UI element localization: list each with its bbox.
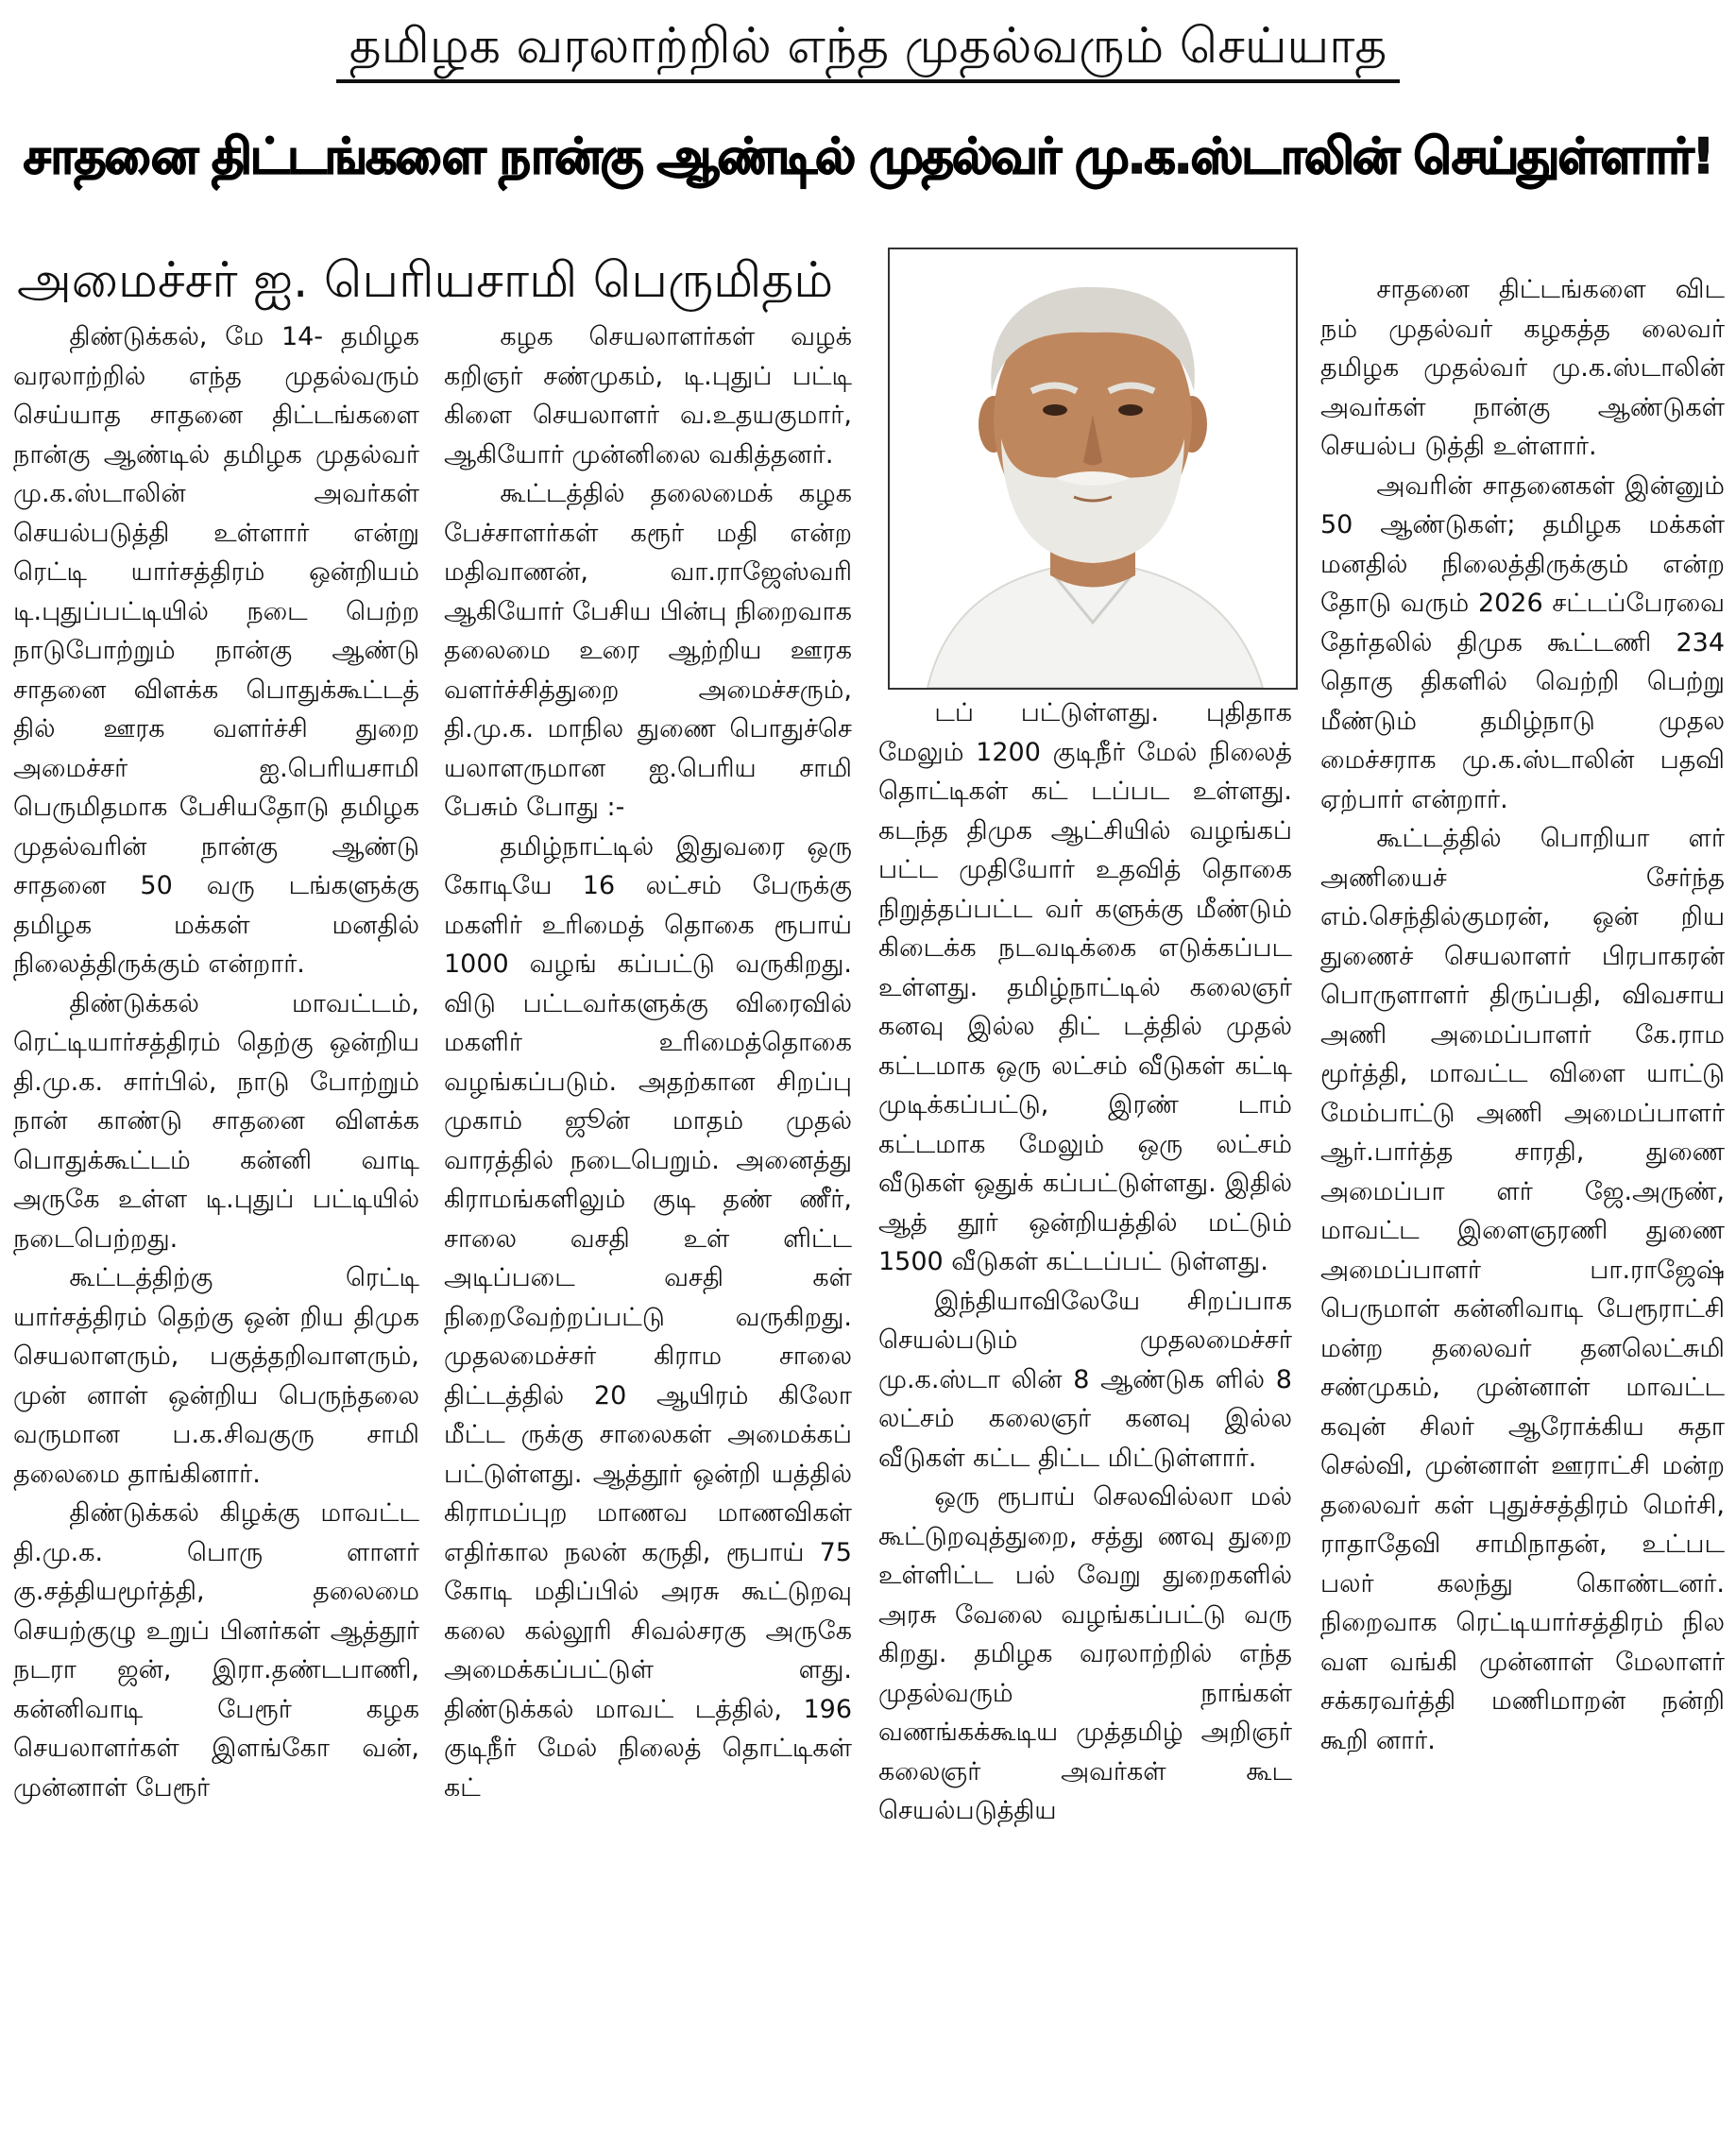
article-column-3	[878, 693, 1292, 2129]
paragraph: இந்தியாவிலேயே சிறப்பாக செயல்படும் முதலமைச்சர் மு.க.ஸ்டா லின் 8 ஆண்டுக ளில் 8 லட்சம் கலைஞர் கனவு இல்ல வீடுகள் கட்ட திட்ட மிட்டுள்ளார்.	[878, 1286, 1292, 1473]
paragraph: டப் பட்டுள்ளது. புதிதாக மேலும் 1200 குடிநீர் மேல் நிலைத் தொட்டிகள் கட் டப்பட உள்ளது. கடந்த திமுக ஆட்சியில் வழங்கப் பட்ட முதியோர் உதவித் தொகை நிறுத்தப்பட்ட வர் களுக்கு மீண்டும் கிடைக்க நடவடிக்கை எடுக்கப்பட உள்ளது. தமிழ்நாட்டில் கலைஞர் கனவு இல்ல திட் டத்தில் முதல் கட்டமாக ஒரு லட்சம் வீடுகள் கட்டி முடிக்கப்பட்டு, இரண் டாம் கட்டமாக மேலும் ஒரு லட்சம் வீடுகள் ஒதுக் கப்பட்டுள்ளது. இதில் ஆத் தூர் ஒன்றியத்தில் மட்டும் 1500 வீடுகள் கட்டப்பட் டுள்ளது.	[878, 698, 1292, 1276]
portrait-icon	[890, 249, 1296, 688]
paragraph: திண்டுக்கல் கிழக்கு மாவட்ட தி.மு.க. பொரு ளாளர் கு.சத்தியமூர்த்தி, தலைமை செயற்குழு உறுப் பினர்கள் ஆத்தூர் நடரா ஜன், இரா.தண்டபாணி, கன்னிவாடி பேரூர் கழக செயலாளர்கள் இளங்கோ வன், முன்னாள் பேரூர்	[13, 1498, 419, 1803]
paragraph: தமிழ்நாட்டில் இதுவரை ஒரு கோடியே 16 லட்சம் பேருக்கு மகளிர் உரிமைத் தொகை ரூபாய் 1000 வழங் கப்பட்டு வருகிறது. விடு பட்டவர்களுக்கு விரைவில் மகளிர் உரிமைத்தொகை வழங்கப்படும். அதற்கான சிறப்பு முகாம் ஜூன் மாதம் முதல் வாரத்தில் நடைபெறும். அனைத்து கிராமங்களிலும் குடி தண் ணீர், சாலை வசதி உள் ளிட்ட அடிப்படை வசதி கள் நிறைவேற்றப்பட்டு வருகிறது. முதலமைச்சர் கிராம சாலை திட்டத்தில் 20 ஆயிரம் கிலோ மீட்ட ருக்கு சாலைகள் அமைக்கப் பட்டுள்ளது. ஆத்தூர் ஒன்றி யத்தில் கிராமப்புற மாணவ மாணவிகள் எதிர்கால நலன் கருதி, ரூபாய் 75 கோடி மதிப்பில் அரசு கூட்டுறவு கலை கல்லூரி சிவல்சரகு அருகே அமைக்கப்பட்டுள் ளது. திண்டுக்கல் மாவட் டத்தில், 196 குடிநீர் மேல் நிலைத் தொட்டிகள் கட்	[444, 831, 852, 1803]
paragraph: கழக செயலாளர்கள் வழக் கறிஞர் சண்முகம், டி.புதுப் பட்டி கிளை செயலாளர் வ.உதயகுமார், ஆகியோர் முன்னிலை வகித்தனர்.	[444, 322, 852, 470]
subheadline: அமைச்சர் ஐ. பெரியசாமி பெருமிதம்	[17, 252, 834, 309]
headline: சாதனை திட்டங்களை நான்கு ஆண்டில் முதல்வர் மு.க.ஸ்டாலின் செய்துள்ளார்!	[23, 128, 1713, 185]
paragraph: அவரின் சாதனைகள் இன்னும் 50 ஆண்டுகள்; தமிழக மக்கள் மனதில் நிலைத்திருக்கும் என்ற தோடு வரும் 2026 சட்டப்பேரவை தேர்தலில் திமுக கூட்டணி 234 தொகு திகளில் வெற்றி பெற்று மீண்டும் தமிழ்நாடு முதல மைச்சராக மு.க.ஸ்டாலின் பதவி ஏற்பார் என்றார்.	[1320, 470, 1725, 814]
paragraph: கூட்டத்தில் பொறியா ளர் அணியைச் சேர்ந்த எம்.செந்தில்குமரன், ஒன் றிய துணைச் செயலாளர் பிரபாகரன் பொருளாளர் திருப்பதி, விவசாய அணி அமைப்பாளர் கே.ராம மூர்த்தி, மாவட்ட விளை யாட்டு மேம்பாட்டு அணி அமைப்பாளர் ஆர்.பார்த்த சாரதி, துணை அமைப்பா ளர் ஜே.அருண், மாவட்ட இளைஞரணி துணை அமைப்பாளர் பா.ராஜேஷ் பெருமாள் கன்னிவாடி பேரூராட்சி மன்ற தலைவர் தனலெட்சுமி சண்முகம், முன்னாள் மாவட்ட கவுன் சிலர் ஆரோக்கிய சுதா செல்வி, முன்னாள் ஊராட்சி மன்ற தலைவர் கள் புதுச்சத்திரம் மெர்சி, ராதாதேவி சாமிநாதன், உட்பட பலர் கலந்து கொண்டனர். நிறைவாக ரெட்டியார்சத்திரம் நில வள வங்கி முன்னாள் மேலாளர் சக்கரவர்த்தி மணிமாறன் நன்றி கூறி னார்.	[1320, 824, 1725, 1755]
paragraph: திண்டுக்கல் மாவட்டம், ரெட்டியார்சத்திரம் தெற்கு ஒன்றிய தி.மு.க. சார்பில், நாடு போற்றும் நான் காண்டு சாதனை விளக்க பொதுக்கூட்டம் கன்னி வாடி அருகே உள்ள டி.புதுப் பட்டியில் நடைபெற்றது.	[13, 988, 419, 1254]
kicker-line	[0, 17, 1736, 83]
article-column-4	[1320, 270, 1725, 2129]
article-column-1	[13, 317, 419, 2129]
paragraph: ஒரு ரூபாய் செலவில்லா மல் கூட்டுறவுத்துறை, சத்து ணவு துறை உள்ளிட்ட பல் வேறு துறைகளில் அரசு வேலை வழங்கப்பட்டு வரு கிறது. தமிழக வரலாற்றில் எந்த முதல்வரும் நாங்கள் வணங்கக்கூடிய முத்தமிழ் அறிஞர் கலைஞர் அவர்கள் கூட செயல்படுத்திய	[878, 1482, 1292, 1825]
paragraph: சாதனை திட்டங்களை விட நம் முதல்வர் கழகத்த லைவர் தமிழக முதல்வர் மு.க.ஸ்டாலின் அவர்கள் நான்கு ஆண்டுகள் செயல்ப டுத்தி உள்ளார்.	[1320, 275, 1725, 461]
portrait-photo	[888, 248, 1298, 690]
paragraph: கூட்டத்திற்கு ரெட்டி யார்சத்திரம் தெற்கு ஒன் றிய திமுக செயலாளரும், பகுத்தறிவாளரும், முன் னாள் ஒன்றிய பெருந்தலை வருமான ப.க.சிவகுரு சாமி தலைமை தாங்கினார்.	[13, 1263, 419, 1489]
paragraph: திண்டுக்கல், மே 14- தமிழக வரலாற்றில் எந்த முதல்வரும் செய்யாத சாதனை திட்டங்களை நான்கு ஆண்டில் தமிழக முதல்வர் மு.க.ஸ்டாலின் அவர்கள் செயல்படுத்தி உள்ளார் என்று ரெட்டி யார்சத்திரம் ஒன்றியம் டி.புதுப்பட்டியில் நடை பெற்ற நாடுபோற்றும் நான்கு ஆண்டு சாதனை விளக்க பொதுக்கூட்டத் தில் ஊரக வளர்ச்சி துறை அமைச்சர் ஐ.பெரியசாமி பெருமிதமாக பேசியதோடு தமிழக முதல்வரின் நான்கு ஆண்டு சாதனை 50 வரு டங்களுக்கு தமிழக மக்கள் மனதில் நிலைத்திருக்கும் என்றார்.	[13, 322, 419, 979]
article-column-2	[444, 317, 852, 2129]
kicker-text: தமிழக வரலாற்றில் எந்த முதல்வரும் செய்யாத	[336, 17, 1400, 83]
paragraph: கூட்டத்தில் தலைமைக் கழக பேச்சாளர்கள் கரூர் மதி என்ற மதிவாணன், வா.ராஜேஸ்வரி ஆகியோர் பேசிய பின்பு நிறைவாக தலைமை உரை ஆற்றிய ஊரக வளர்ச்சித்துறை அமைச்சரும், தி.மு.க. மாநில துணை பொதுச்செ யலாளருமான ஐ.பெரிய சாமி பேசும் போது :-	[444, 479, 852, 822]
